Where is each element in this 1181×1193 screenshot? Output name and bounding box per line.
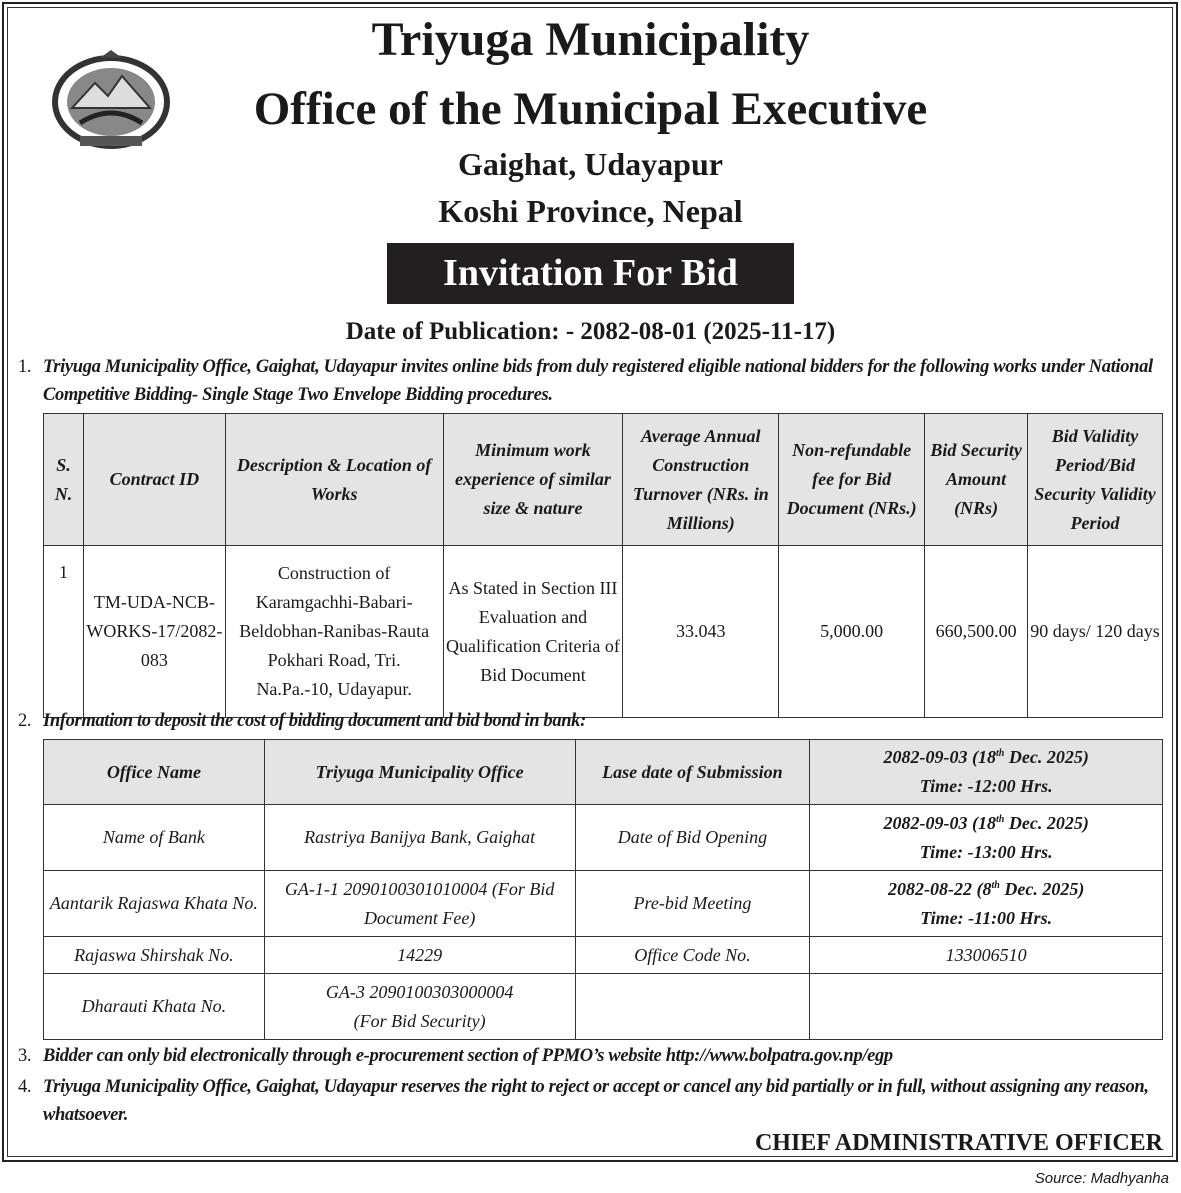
table-cell xyxy=(810,974,1163,1040)
table-cell xyxy=(810,740,1163,805)
address-line-2: Koshi Province, Nepal xyxy=(438,193,743,229)
paragraph-2 xyxy=(18,707,1168,735)
table-row xyxy=(44,937,1163,974)
table-header-row xyxy=(44,414,1163,546)
invitation-banner: Invitation For Bid xyxy=(387,243,794,304)
table-cell: 1 xyxy=(44,546,84,718)
ordinal: th xyxy=(991,879,1000,891)
paragraph-text: Information to deposit the cost of bidding document and bid bond in bank: xyxy=(43,711,586,731)
municipality-title: Triyuga Municipality xyxy=(371,13,810,66)
table-cell: 90 days/ 120 days xyxy=(1028,546,1163,718)
column-header: Bid Validity Period/Bid Security Validity Period xyxy=(1028,414,1163,546)
time-text: Time: -12:00 Hrs. xyxy=(919,776,1053,796)
account-number: GA-3 2090100303000004 xyxy=(325,981,514,1002)
item-number: 2. xyxy=(18,711,32,731)
table-cell: Triyuga Municipality Office xyxy=(264,740,575,805)
table-cell: Construction of Karamgachhi-Babari-Beldobhan-Ranibas-Rauta Pokhari Road, Tri. Na.Pa.-10, Udayapur. xyxy=(225,546,443,718)
table-cell: 5,000.00 xyxy=(779,546,925,718)
table-cell: Office Name xyxy=(44,740,265,805)
date-text: 2082-09-03 (18 xyxy=(883,812,996,833)
account-note: (For Bid Security) xyxy=(353,1010,486,1031)
table-cell: Lase date of Submission xyxy=(575,740,810,805)
date-text: Dec. 2025) xyxy=(999,878,1085,899)
paragraph-text: Bidder can only bid electronically through e-procurement section of PPMO’s website xyxy=(43,1046,666,1066)
table-cell xyxy=(264,974,575,1040)
time-text: Time: -13:00 Hrs. xyxy=(919,841,1053,862)
table-cell xyxy=(810,871,1163,937)
date-text: 2082-08-22 (8 xyxy=(888,878,992,899)
column-header: Average Annual Construction Turnover (NRs. in Millions) xyxy=(623,414,779,546)
table-cell: 660,500.00 xyxy=(925,546,1028,718)
table-row xyxy=(44,805,1163,871)
signature-title: CHIEF ADMINISTRATIVE OFFICER xyxy=(754,1130,1163,1156)
column-header: Contract ID xyxy=(83,414,225,546)
works-table xyxy=(43,413,1163,718)
column-header: Minimum work experience of similar size & nature xyxy=(443,414,623,546)
paragraph-4 xyxy=(18,1073,1168,1129)
table-cell: 33.043 xyxy=(623,546,779,718)
item-number: 1. xyxy=(18,357,32,377)
table-cell: Aantarik Rajaswa Khata No. xyxy=(44,871,265,937)
address-line-1: Gaighat, Udayapur xyxy=(458,146,723,182)
ordinal: th xyxy=(996,813,1005,825)
date-text: 2082-09-03 (18 xyxy=(883,747,996,767)
column-header: Non-refundable fee for Bid Document (NRs.) xyxy=(779,414,925,546)
paragraph-text: Triyuga Municipality Office, Gaighat, Udayapur invites online bids from duly registered eligible national bidders for the following works under National Competitive Bidding- Single Stage Two Envelope Bidding procedures. xyxy=(43,357,1153,405)
table-cell xyxy=(575,974,810,1040)
table-row xyxy=(44,546,1163,718)
table-cell xyxy=(810,805,1163,871)
paragraph-1 xyxy=(18,353,1168,409)
column-header: S. N. xyxy=(44,414,84,546)
table-row xyxy=(44,871,1163,937)
bolpatra-link[interactable]: http://www.bolpatra.gov.np/egp xyxy=(665,1046,893,1066)
table-cell: TM-UDA-NCB-WORKS-17/2082-083 xyxy=(83,546,225,718)
office-title: Office of the Municipal Executive xyxy=(253,83,928,135)
table-cell: 133006510 xyxy=(810,937,1163,974)
table-cell: Dharauti Khata No. xyxy=(44,974,265,1040)
table-cell: Rajaswa Shirshak No. xyxy=(44,937,265,974)
table-cell: 14229 xyxy=(264,937,575,974)
table-cell: GA-1-1 2090100301010004 (For Bid Document Fee) xyxy=(264,871,575,937)
table-cell: Rastriya Banijya Bank, Gaighat xyxy=(264,805,575,871)
paragraph-3 xyxy=(18,1042,1168,1070)
item-number: 3. xyxy=(18,1046,32,1066)
table-cell: As Stated in Section III Evaluation and Qualification Criteria of Bid Document xyxy=(443,546,623,718)
source-credit: Source: Madhyanha xyxy=(1034,1170,1169,1187)
table-header-row xyxy=(44,740,1163,805)
date-text: Dec. 2025) xyxy=(1004,747,1089,767)
ordinal: th xyxy=(996,748,1005,759)
table-cell: Name of Bank xyxy=(44,805,265,871)
publication-date: Date of Publication: - 2082-08-01 (2025-11-17) xyxy=(345,318,836,345)
table-cell: Date of Bid Opening xyxy=(575,805,810,871)
table-cell: Office Code No. xyxy=(575,937,810,974)
paragraph-text: Triyuga Municipality Office, Gaighat, Udayapur reserves the right to reject or accept or cancel any bid partially or in full, without assigning any reason, whatsoever. xyxy=(43,1077,1149,1125)
table-cell: Pre-bid Meeting xyxy=(575,871,810,937)
column-header: Bid Security Amount (NRs) xyxy=(925,414,1028,546)
time-text: Time: -11:00 Hrs. xyxy=(920,907,1053,928)
table-row xyxy=(44,974,1163,1040)
date-text: Dec. 2025) xyxy=(1004,812,1089,833)
column-header: Description & Location of Works xyxy=(225,414,443,546)
bank-info-table xyxy=(43,739,1163,1040)
item-number: 4. xyxy=(18,1077,32,1097)
